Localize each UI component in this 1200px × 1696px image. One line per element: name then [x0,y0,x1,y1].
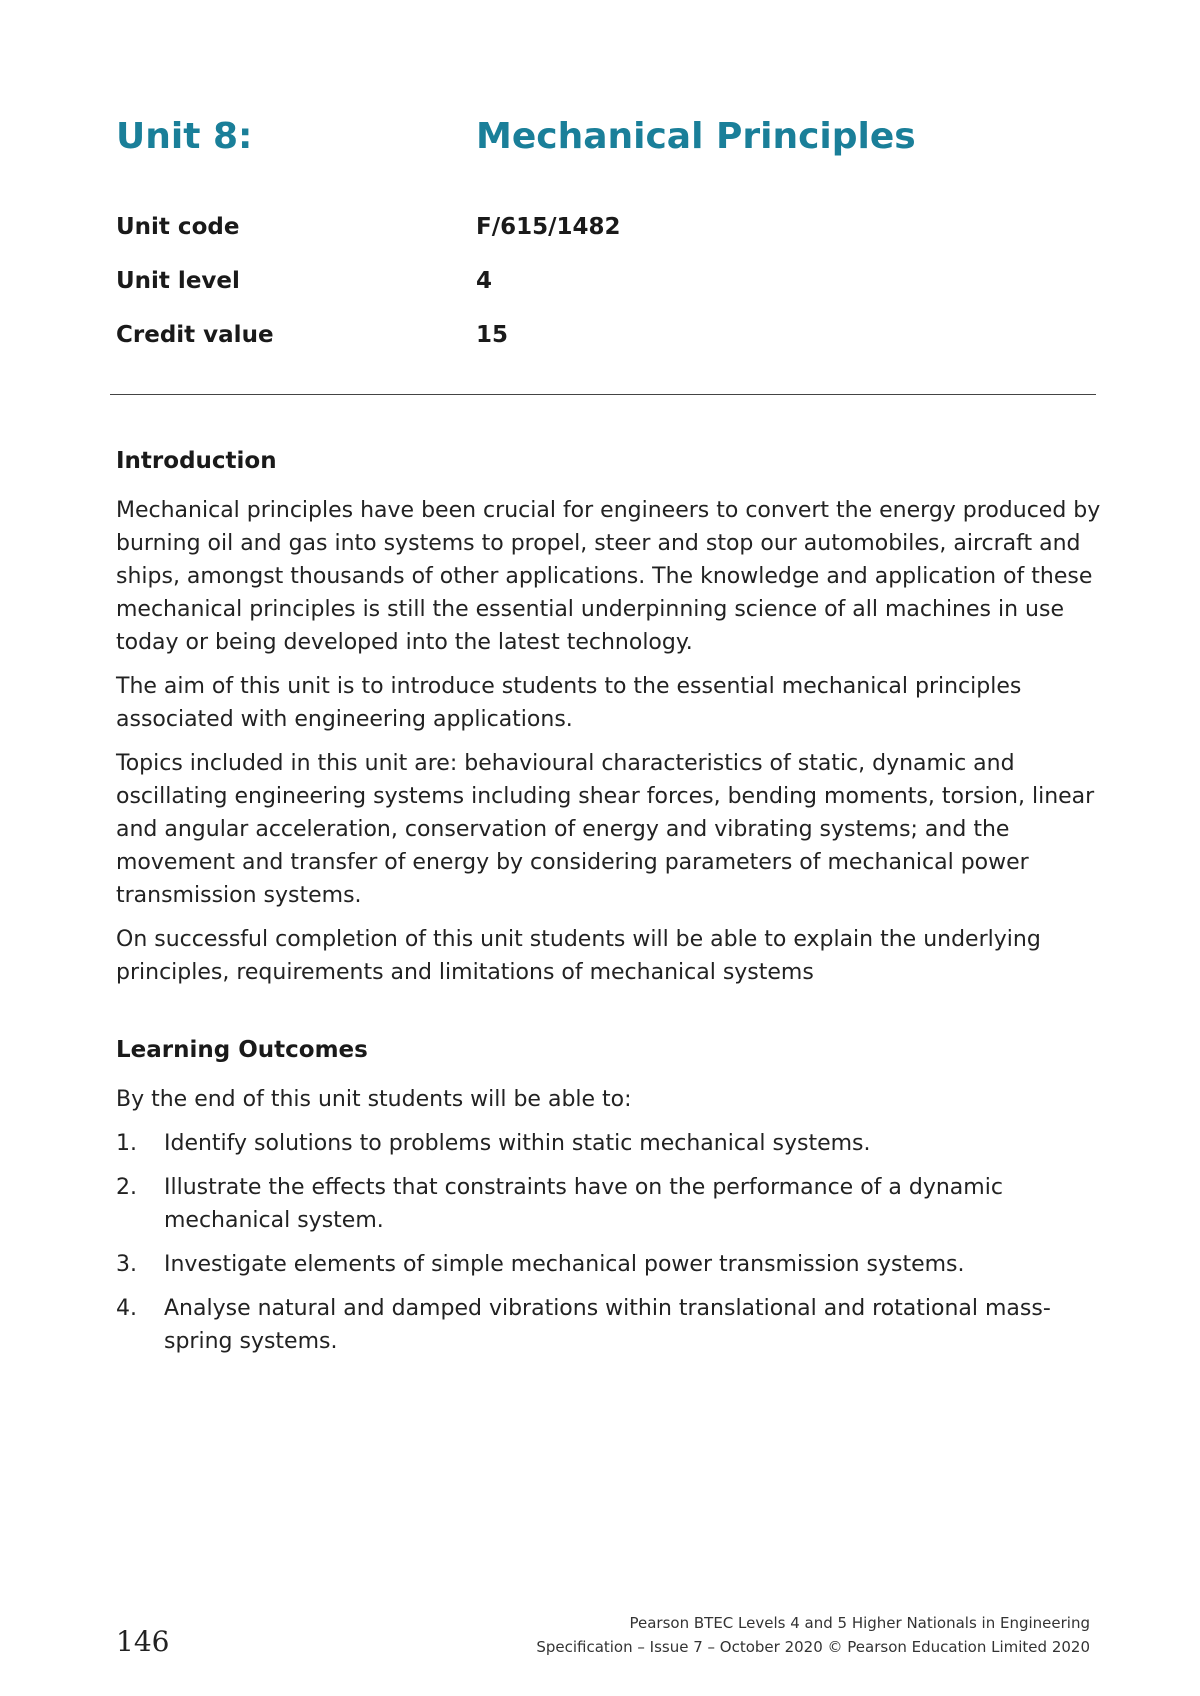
unit-title-row [116,116,1096,176]
learning-outcome-item [116,1171,1101,1237]
introduction-paragraph: Mechanical principles have been crucial for engineers to convert the energy produced by burning oil and gas into systems to propel, steer and stop our automobiles, aircraft and ships, amongst thousands of other applications. The knowledge and application of these mechanical principles is still the essential underpinning science of all machines in use today or being developed into the latest technology. [116,498,1101,655]
outcome-text: Identify solutions to problems within static mechanical systems. [164,1131,871,1156]
footer-line-publication: Pearson BTEC Levels 4 and 5 Higher Nationals in Engineering [629,1614,1090,1632]
introduction-heading: Introduction [116,448,277,474]
introduction-paragraph: Topics included in this unit are: behavioural characteristics of static, dynamic and oscillating engineering systems including shear forces, bending moments, torsion, linear and angular acceleration, conservation of energy and vibrating systems; and the movement and transfer of energy by considering parameters of mechanical power transmission systems. [116,751,1095,908]
introduction-paragraph: The aim of this unit is to introduce students to the essential mechanical principles associated with engineering applications. [116,674,1022,732]
meta-label: Unit code [116,214,240,240]
section-divider [110,394,1096,395]
outcome-number: 4. [116,1296,137,1321]
learning-outcome-item [116,1292,1101,1358]
meta-row-credit-value [116,322,1096,376]
outcome-text: Analyse natural and damped vibrations within translational and rotational mass-spring systems. [164,1296,1051,1354]
outcome-text: Illustrate the effects that constraints have on the performance of a dynamic mechanical system. [164,1175,1003,1233]
page-footer [536,1611,1090,1659]
learning-outcome-item [116,1248,1101,1281]
learning-outcomes-list [116,1127,1101,1358]
meta-row-unit-code [116,214,1096,268]
unit-meta-table [116,214,1096,376]
learning-outcome-item [116,1127,1101,1160]
introduction-paragraph: On successful completion of this unit students will be able to explain the underlying principles, requirements and limitations of mechanical systems [116,927,1041,985]
outcome-number: 2. [116,1175,137,1200]
learning-outcomes-heading: Learning Outcomes [116,1037,368,1063]
meta-label: Unit level [116,268,240,294]
meta-row-unit-level [116,268,1096,322]
outcome-text: Investigate elements of simple mechanical power transmission systems. [164,1252,965,1277]
page-number: 146 [116,1625,170,1658]
footer-line-specification: Specification – Issue 7 – October 2020 © Pearson Education Limited 2020 [536,1638,1090,1656]
outcome-number: 1. [116,1131,137,1156]
meta-value: 15 [476,322,509,348]
learning-outcomes-intro: By the end of this unit students will be able to: [116,1087,632,1112]
meta-value: F/615/1482 [476,214,621,240]
main-content [116,446,1101,1369]
meta-value: 4 [476,268,493,294]
meta-label: Credit value [116,322,274,348]
unit-name: Mechanical Principles [476,116,916,157]
unit-number: Unit 8: [116,116,253,157]
outcome-number: 3. [116,1252,137,1277]
